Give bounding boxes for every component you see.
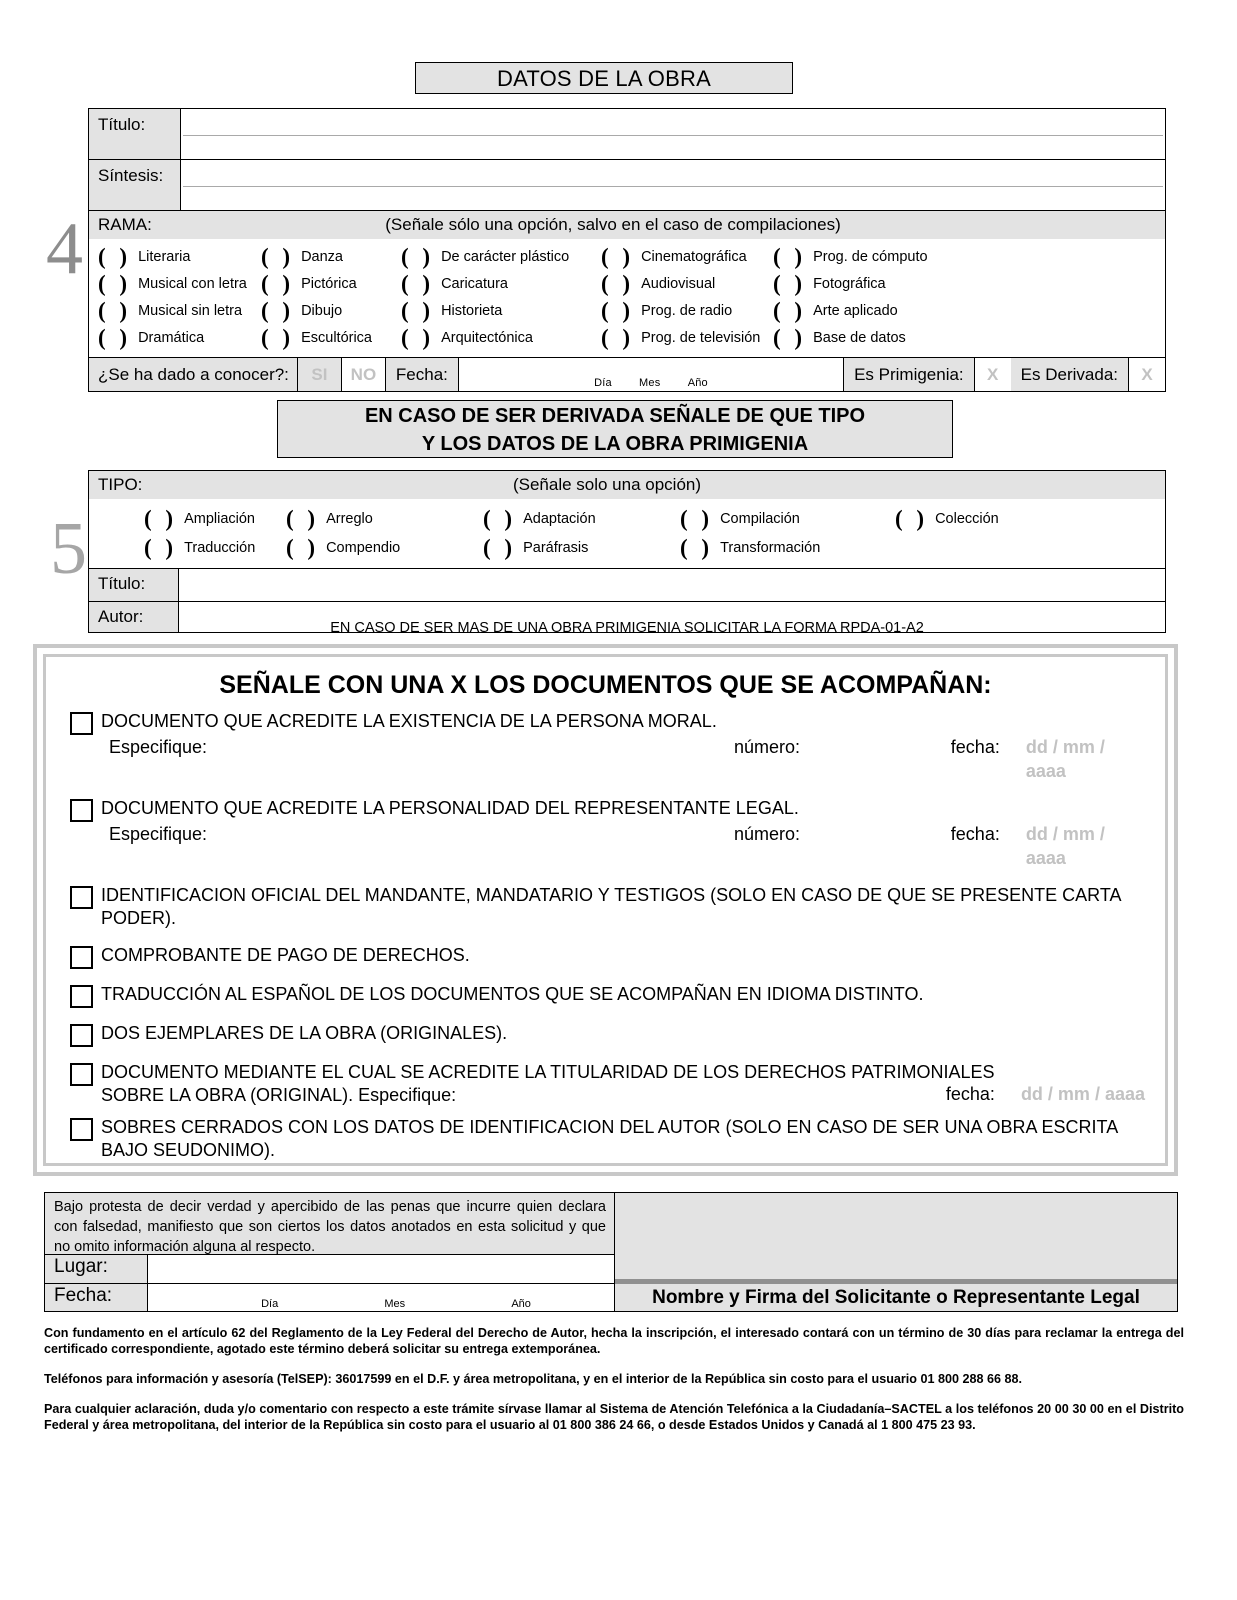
checkbox-paren-icon: ( ): [261, 324, 295, 350]
tipo-header: [88, 470, 1166, 499]
checkbox-paren-icon: ( ): [286, 534, 320, 560]
date-sublabels: [208, 1298, 584, 1310]
lugar-input[interactable]: [148, 1255, 614, 1283]
mes-label: Mes: [384, 1298, 406, 1310]
rama-option[interactable]: [601, 270, 773, 296]
date-placeholder: dd / mm / aaaa: [1025, 824, 1105, 868]
documents-title: SEÑALE CON UNA X LOS DOCUMENTOS QUE SE ACOMPAÑAN:: [219, 671, 992, 699]
field-row-fecha: [45, 1284, 615, 1311]
tipo-option[interactable]: [483, 534, 680, 560]
tipo-option-grid: [88, 499, 1166, 569]
fecha-label: fecha:: [950, 737, 1000, 757]
rama-option-label: Prog. de radio: [641, 302, 733, 319]
checkbox-paren-icon: ( ): [895, 505, 929, 531]
checkbox-titularidad-derechos[interactable]: [70, 1063, 93, 1086]
footer-paragraph-2: Teléfonos para información y asesoría (TelSEP): 36017599 en el D.F. y área metropolitana, y en el interior de la República sin costo para el usuario 01 800 288 66 88.: [44, 1372, 1023, 1386]
rama-option-label: Musical con letra: [138, 275, 247, 292]
date-sublabels: [459, 377, 843, 389]
document-item-subfields: [101, 735, 1147, 783]
rama-option[interactable]: [773, 243, 973, 269]
derivada-banner-line2: Y LOS DATOS DE LA OBRA PRIMIGENIA: [421, 433, 809, 455]
checkbox-comprobante-pago[interactable]: [70, 946, 93, 969]
checkbox-paren-icon: ( ): [98, 324, 132, 350]
rama-option-label: Historieta: [441, 302, 503, 319]
checkbox-dos-ejemplares[interactable]: [70, 1024, 93, 1047]
derivada-banner-line1: EN CASO DE SER DERIVADA SEÑALE DE QUE TIPO: [364, 405, 866, 427]
rama-option-label: Cinematográfica: [641, 248, 747, 265]
checkbox-paren-icon: ( ): [601, 297, 635, 323]
rama-option[interactable]: [89, 297, 261, 323]
checkbox-paren-icon: ( ): [601, 324, 635, 350]
tipo-row: [89, 504, 1165, 533]
checkbox-paren-icon: ( ): [601, 270, 635, 296]
checkbox-paren-icon: ( ): [98, 243, 132, 269]
rama-option[interactable]: [261, 324, 401, 350]
especifique-label: Especifique:: [109, 824, 208, 844]
numero-label: número:: [734, 824, 801, 844]
checkbox-paren-icon: ( ): [680, 534, 714, 560]
rama-option-label: Caricatura: [441, 275, 508, 292]
conocer-no-option[interactable]: NO: [342, 358, 386, 391]
mes-label: Mes: [639, 377, 661, 389]
checkbox-paren-icon: ( ): [680, 505, 714, 531]
signature-area[interactable]: [615, 1193, 1177, 1279]
checkbox-representante-legal[interactable]: [70, 799, 93, 822]
conocer-label: ¿Se ha dado a conocer?:: [89, 358, 298, 391]
checkbox-paren-icon: ( ): [401, 243, 435, 269]
tipo-option[interactable]: [483, 505, 680, 531]
field-row-titulo: [88, 108, 1166, 159]
tipo-option[interactable]: [680, 505, 895, 531]
fecha-label: fecha:: [945, 1084, 995, 1104]
section-datos-obra: [88, 108, 1166, 392]
document-item-label: SOBRES CERRADOS CON LOS DATOS DE IDENTIFICACION DEL AUTOR (SOLO EN CASO DE SER UNA OBRA ESCRITA BAJO SEUDONIMO).: [101, 1117, 1118, 1160]
rama-option-label: Danza: [301, 248, 343, 265]
rama-option[interactable]: [89, 243, 261, 269]
document-checklist-item: [64, 983, 1147, 1008]
checkbox-paren-icon: ( ): [286, 505, 320, 531]
rama-option[interactable]: [261, 297, 401, 323]
fecha-label: fecha:: [950, 824, 1000, 844]
primigenia-titulo-input[interactable]: [179, 569, 1165, 601]
footer-paragraph-3: Para cualquier aclaración, duda y/o comentario con respecto a este trámite sírvase llamar al Sistema de Atención Telefónica a la Ciudadanía–SACTEL a los teléfonos 20 00 30 00 en el Distrito Federal y área metropolitana, del interior de la República sin costo para el usuario al 01 800 386 24 66, o desde Estados Unidos y Canadá al 1 800 475 23 93.: [44, 1402, 1184, 1432]
rama-option[interactable]: [601, 324, 773, 350]
rama-option-label: Arquitectónica: [441, 329, 533, 346]
rama-option[interactable]: [601, 243, 773, 269]
rama-option-label: Dramática: [138, 329, 205, 346]
document-checklist-item: [64, 797, 1147, 870]
checkbox-paren-icon: ( ): [773, 324, 807, 350]
declaration-block: [44, 1192, 1178, 1312]
document-checklist-item: [64, 1022, 1147, 1047]
tipo-option-label: Paráfrasis: [523, 539, 589, 556]
rama-option[interactable]: [773, 297, 973, 323]
sintesis-input[interactable]: [181, 160, 1165, 210]
field-row-sintesis: [88, 159, 1166, 210]
checkbox-paren-icon: ( ): [261, 243, 295, 269]
rama-option-label: Prog. de cómputo: [813, 248, 928, 265]
rama-option[interactable]: [401, 243, 601, 269]
rama-header: [88, 210, 1166, 239]
especifique-label: Especifique:: [109, 737, 208, 757]
derivada-checkbox[interactable]: X: [1141, 364, 1153, 384]
tipo-hint: (Señale solo una opción): [512, 475, 702, 494]
conocer-fecha-input[interactable]: [459, 358, 844, 391]
rama-option-label: Fotográfica: [813, 275, 886, 292]
derivada-banner: [277, 400, 953, 458]
declaration-text: Bajo protesta de decir verdad y apercibido de las penas que incurre quien declara con falsedad, manifiesto que son ciertos los datos anotados en esta solicitud y que no omito información alguna al respecto.: [45, 1193, 615, 1255]
rama-option[interactable]: [261, 243, 401, 269]
tipo-option[interactable]: [286, 534, 483, 560]
rama-label: RAMA:: [98, 215, 152, 234]
checkbox-paren-icon: ( ): [98, 297, 132, 323]
primigenia-autor-label: Autor:: [89, 602, 179, 632]
document-item-subfields: [101, 822, 1147, 870]
checkbox-paren-icon: ( ): [773, 297, 807, 323]
conocer-fecha-label: Fecha:: [386, 358, 459, 391]
rama-option[interactable]: [89, 324, 261, 350]
rama-option[interactable]: [773, 270, 973, 296]
rama-option-label: Audiovisual: [641, 275, 716, 292]
checkbox-traduccion-espanol[interactable]: [70, 985, 93, 1008]
tipo-option[interactable]: [286, 505, 483, 531]
rama-option-label: Dibujo: [301, 302, 343, 319]
field-row-primigenia-titulo: [88, 569, 1166, 602]
rama-row: [89, 243, 1165, 270]
checkbox-paren-icon: ( ): [261, 270, 295, 296]
document-item-label: DOCUMENTO MEDIANTE EL CUAL SE ACREDITE LA TITULARIDAD DE LOS DERECHOS PATRIMONIALES SOBRE LA OBRA (ORIGINAL). Especifique:: [101, 1062, 995, 1105]
date-placeholder: dd / mm / aaaa: [1020, 1084, 1145, 1104]
rama-option-label: Pictórica: [301, 275, 357, 292]
document-item-label: IDENTIFICACION OFICIAL DEL MANDANTE, MANDATARIO Y TESTIGOS (SOLO EN CASO DE QUE SE PRESENTE CARTA PODER).: [101, 885, 1121, 928]
checkbox-paren-icon: ( ): [773, 270, 807, 296]
anio-label: Año: [687, 377, 708, 389]
primigenia-label: Es Primigenia:: [844, 358, 975, 391]
tipo-option-label: Transformación: [720, 539, 821, 556]
section-number-5: 5: [50, 508, 87, 590]
rama-option[interactable]: [261, 270, 401, 296]
documents-inner-frame: [43, 654, 1168, 1166]
checkbox-paren-icon: ( ): [483, 534, 517, 560]
document-checklist-item: [64, 1116, 1147, 1162]
document-item-label: DOS EJEMPLARES DE LA OBRA (ORIGINALES).: [101, 1023, 508, 1043]
tipo-option[interactable]: [89, 505, 286, 531]
rama-option-label: De carácter plástico: [441, 248, 570, 265]
tipo-option-label: Arreglo: [326, 510, 373, 527]
titulo-label: Título:: [89, 109, 181, 159]
dia-label: Día: [261, 1298, 279, 1310]
checkbox-paren-icon: ( ): [98, 270, 132, 296]
rama-option-label: Arte aplicado: [813, 302, 898, 319]
primigenia-checkbox[interactable]: X: [987, 364, 999, 384]
rama-row: [89, 297, 1165, 324]
anio-label: Año: [511, 1298, 531, 1310]
document-checklist-item: [64, 1061, 1147, 1106]
section-number-4: 4: [46, 208, 83, 290]
rama-option-label: Prog. de televisión: [641, 329, 761, 346]
tipo-option-label: Traducción: [184, 539, 256, 556]
rpda-note: EN CASO DE SER MAS DE UNA OBRA PRIMIGENIA SOLICITAR LA FORMA RPDA-01-A2: [330, 620, 924, 636]
tipo-option-label: Colección: [935, 510, 999, 527]
checkbox-paren-icon: ( ): [261, 297, 295, 323]
tipo-option[interactable]: [680, 534, 895, 560]
primigenia-titulo-label: Título:: [89, 569, 179, 601]
signature-label: Nombre y Firma del Solicitante o Representante Legal: [615, 1284, 1177, 1311]
tipo-option[interactable]: [89, 534, 286, 560]
tipo-option-label: Compilación: [720, 510, 800, 527]
field-row-lugar: [45, 1255, 615, 1284]
document-item-label: DOCUMENTO QUE ACREDITE LA PERSONALIDAD DEL REPRESENTANTE LEGAL.: [101, 798, 799, 818]
footer-legal-text: [44, 1325, 1184, 1447]
conocer-si-option[interactable]: SI: [298, 358, 342, 391]
fecha-input[interactable]: [148, 1284, 614, 1311]
rama-option-label: Literaria: [138, 248, 191, 265]
rama-option-label: Base de datos: [813, 329, 906, 346]
tipo-option[interactable]: [895, 505, 1095, 531]
rama-row: [89, 270, 1165, 297]
checkbox-paren-icon: ( ): [401, 297, 435, 323]
document-item-label: DOCUMENTO QUE ACREDITE LA EXISTENCIA DE LA PERSONA MORAL.: [101, 711, 717, 731]
tipo-option-label: Ampliación: [184, 510, 255, 527]
documents-section: [33, 644, 1178, 1176]
checkbox-paren-icon: ( ): [401, 324, 435, 350]
tipo-label: TIPO:: [98, 475, 143, 494]
rama-option-label: Escultórica: [301, 329, 372, 346]
rama-row: [89, 324, 1165, 351]
page-title: DATOS DE LA OBRA: [415, 62, 793, 94]
checkbox-identificacion-oficial[interactable]: [70, 886, 93, 909]
footer-paragraph-1: Con fundamento en el artículo 62 del Reglamento de la Ley Federal del Derecho de Autor, hecha la inscripción, el interesado contará con un término de 30 días para reclamar la entrega del certificado correspondiente, agotado este término deberá solicitar su entrega extemporánea.: [44, 1326, 1184, 1356]
checkbox-paren-icon: ( ): [483, 505, 517, 531]
titulo-input[interactable]: [181, 109, 1165, 159]
tipo-row: [89, 533, 1165, 562]
checkbox-paren-icon: ( ): [144, 534, 178, 560]
conocer-row: [88, 358, 1166, 392]
document-checklist-item: [64, 710, 1147, 783]
checkbox-paren-icon: ( ): [144, 505, 178, 531]
checkbox-paren-icon: ( ): [601, 243, 635, 269]
rama-option[interactable]: [401, 297, 601, 323]
rama-option[interactable]: [89, 270, 261, 296]
rama-hint: (Señale sólo una opción, salvo en el caso de compilaciones): [385, 215, 841, 234]
rama-option-label: Musical sin letra: [138, 302, 243, 319]
fecha-label: Fecha:: [45, 1284, 148, 1311]
lugar-label: Lugar:: [45, 1255, 148, 1283]
checkbox-paren-icon: ( ): [773, 243, 807, 269]
checkbox-paren-icon: ( ): [401, 270, 435, 296]
tipo-option-label: Adaptación: [523, 510, 596, 527]
tipo-option-label: Compendio: [326, 539, 401, 556]
rama-option[interactable]: [601, 297, 773, 323]
rama-option[interactable]: [401, 270, 601, 296]
document-item-label: COMPROBANTE DE PAGO DE DERECHOS.: [101, 945, 470, 965]
derivada-label: Es Derivada:: [1011, 358, 1129, 391]
numero-label: número:: [734, 737, 801, 757]
document-checklist-item: [64, 944, 1147, 969]
document-item-label: TRADUCCIÓN AL ESPAÑOL DE LOS DOCUMENTOS QUE SE ACOMPAÑAN EN IDIOMA DISTINTO.: [101, 984, 924, 1004]
checkbox-persona-moral[interactable]: [70, 712, 93, 735]
rama-option[interactable]: [773, 324, 973, 350]
dia-label: Día: [594, 377, 612, 389]
date-placeholder: dd / mm / aaaa: [1025, 737, 1105, 781]
sintesis-label: Síntesis:: [89, 160, 181, 210]
checkbox-sobres-cerrados[interactable]: [70, 1118, 93, 1141]
rama-option-grid: [88, 239, 1166, 358]
rama-option[interactable]: [401, 324, 601, 350]
document-checklist-item: [64, 884, 1147, 930]
section-obra-primigenia: [88, 470, 1166, 633]
